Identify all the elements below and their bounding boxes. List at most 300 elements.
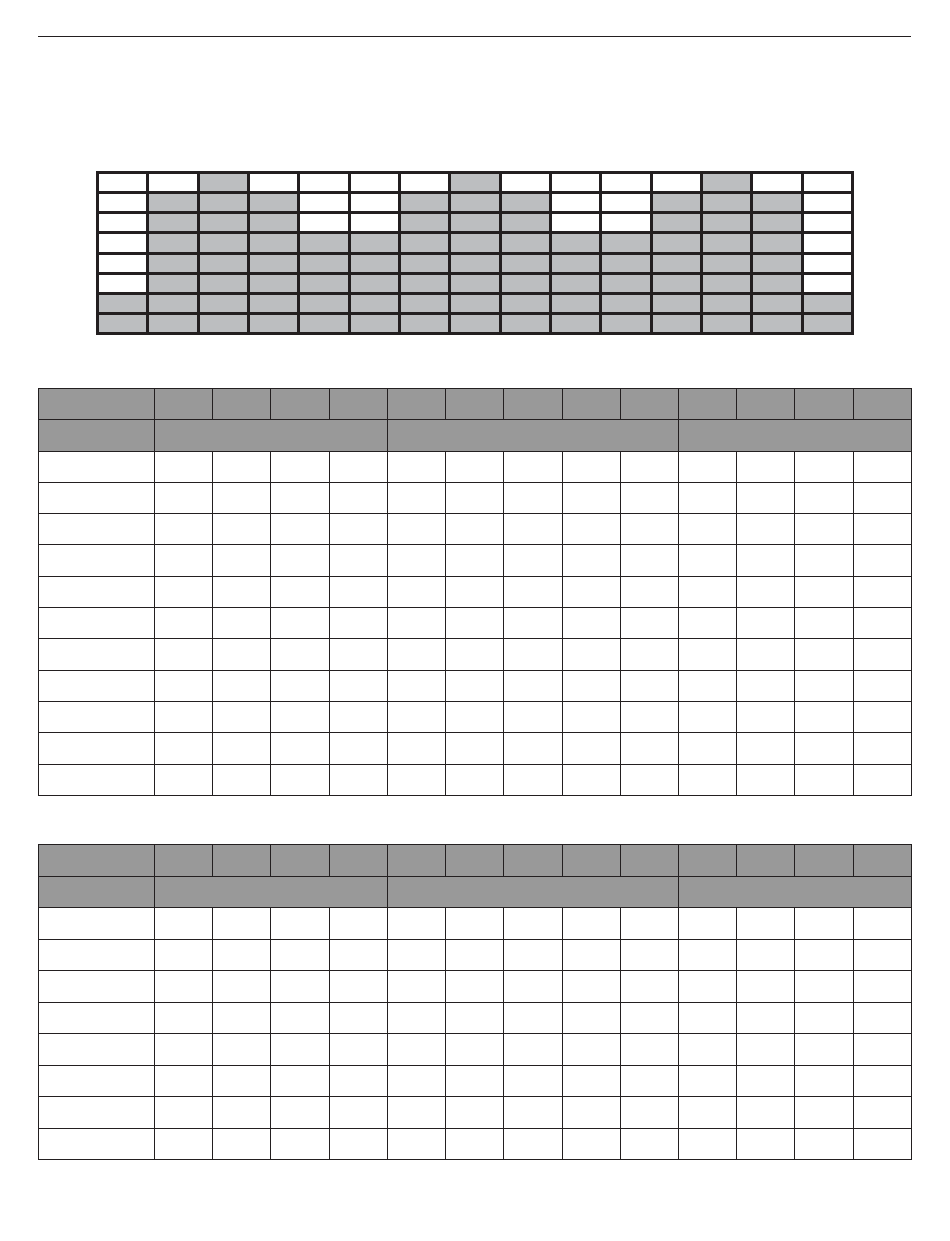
table-cell[interactable] <box>39 908 155 940</box>
table-cell[interactable] <box>271 733 329 764</box>
table-cell[interactable] <box>155 701 213 732</box>
table-cell[interactable] <box>387 1034 445 1066</box>
table-cell[interactable] <box>155 670 213 701</box>
shaded-cell <box>651 293 701 313</box>
table-cell[interactable] <box>795 514 853 545</box>
table-cell[interactable] <box>853 733 911 764</box>
table-cell[interactable] <box>39 1097 155 1129</box>
table-cell[interactable] <box>562 451 620 482</box>
table-cell[interactable] <box>853 545 911 576</box>
table-cell[interactable] <box>562 764 620 795</box>
table-cell[interactable] <box>39 545 155 576</box>
table-cell[interactable] <box>620 1128 678 1160</box>
group-row <box>39 420 912 451</box>
table-cell[interactable] <box>620 514 678 545</box>
table-cell[interactable] <box>446 971 504 1003</box>
table-cell[interactable] <box>213 639 271 670</box>
table-cell[interactable] <box>329 670 387 701</box>
table-cell[interactable] <box>39 701 155 732</box>
header-cell <box>562 389 620 420</box>
table-cell[interactable] <box>853 608 911 639</box>
table-cell[interactable] <box>271 545 329 576</box>
table-cell[interactable] <box>795 576 853 607</box>
table-cell[interactable] <box>678 608 736 639</box>
table-cell[interactable] <box>853 764 911 795</box>
table-cell[interactable] <box>329 451 387 482</box>
table-cell[interactable] <box>39 733 155 764</box>
table-cell[interactable] <box>155 451 213 482</box>
table-cell[interactable] <box>39 608 155 639</box>
table-cell[interactable] <box>853 1034 911 1066</box>
table-cell[interactable] <box>155 608 213 639</box>
table-cell[interactable] <box>620 733 678 764</box>
table-cell[interactable] <box>737 1034 795 1066</box>
table-cell[interactable] <box>155 514 213 545</box>
table-cell[interactable] <box>446 1128 504 1160</box>
blank-cell <box>399 173 449 193</box>
table-cell[interactable] <box>446 1034 504 1066</box>
table-cell[interactable] <box>387 701 445 732</box>
table-cell[interactable] <box>620 1097 678 1129</box>
table-cell[interactable] <box>562 608 620 639</box>
table-cell[interactable] <box>213 971 271 1003</box>
table-cell[interactable] <box>155 1097 213 1129</box>
table-cell[interactable] <box>620 764 678 795</box>
shaded-cell <box>299 273 349 293</box>
table-cell[interactable] <box>387 764 445 795</box>
table-cell[interactable] <box>213 1065 271 1097</box>
table-cell[interactable] <box>329 545 387 576</box>
table-cell[interactable] <box>678 1065 736 1097</box>
table-cell[interactable] <box>329 701 387 732</box>
table-cell[interactable] <box>562 545 620 576</box>
table-cell[interactable] <box>387 482 445 513</box>
shaded-cell <box>399 193 449 213</box>
table-cell[interactable] <box>39 514 155 545</box>
table-cell[interactable] <box>737 1065 795 1097</box>
table-cell[interactable] <box>504 733 562 764</box>
table-cell[interactable] <box>853 451 911 482</box>
header-row <box>39 845 912 877</box>
table-cell[interactable] <box>329 608 387 639</box>
table-cell[interactable] <box>213 939 271 971</box>
table-cell[interactable] <box>853 1002 911 1034</box>
table-cell[interactable] <box>678 1097 736 1129</box>
table-cell[interactable] <box>562 1002 620 1034</box>
table-cell[interactable] <box>737 1097 795 1129</box>
table-cell[interactable] <box>39 670 155 701</box>
table-cell[interactable] <box>737 639 795 670</box>
table-cell[interactable] <box>504 1065 562 1097</box>
shaded-cell <box>450 193 500 213</box>
table-cell[interactable] <box>795 701 853 732</box>
table-cell[interactable] <box>678 971 736 1003</box>
table-cell[interactable] <box>562 1065 620 1097</box>
table-cell[interactable] <box>213 1002 271 1034</box>
table-cell[interactable] <box>678 1002 736 1034</box>
table-cell[interactable] <box>446 939 504 971</box>
table-cell[interactable] <box>155 545 213 576</box>
shaded-cell <box>450 173 500 193</box>
shaded-cell <box>198 313 248 333</box>
table-cell[interactable] <box>155 939 213 971</box>
table-cell[interactable] <box>795 670 853 701</box>
table-cell[interactable] <box>39 576 155 607</box>
table-cell[interactable] <box>678 639 736 670</box>
table-cell[interactable] <box>562 514 620 545</box>
table-cell[interactable] <box>678 1128 736 1160</box>
table-cell[interactable] <box>39 482 155 513</box>
table-cell[interactable] <box>271 764 329 795</box>
shaded-cell <box>299 233 349 253</box>
table-cell[interactable] <box>678 1034 736 1066</box>
header-cell <box>155 389 213 420</box>
table-cell[interactable] <box>271 971 329 1003</box>
table-cell[interactable] <box>562 908 620 940</box>
table-cell[interactable] <box>39 971 155 1003</box>
table-cell[interactable] <box>446 514 504 545</box>
table-cell[interactable] <box>446 908 504 940</box>
table-cell[interactable] <box>329 1034 387 1066</box>
table-cell[interactable] <box>387 1002 445 1034</box>
table-cell[interactable] <box>737 514 795 545</box>
shaded-cell <box>450 253 500 273</box>
table-cell[interactable] <box>446 701 504 732</box>
table-cell[interactable] <box>213 1097 271 1129</box>
table-cell[interactable] <box>853 576 911 607</box>
table-cell[interactable] <box>737 670 795 701</box>
table-cell[interactable] <box>562 1097 620 1129</box>
table-cell[interactable] <box>504 482 562 513</box>
table-cell[interactable] <box>504 451 562 482</box>
table-cell[interactable] <box>620 939 678 971</box>
table-cell[interactable] <box>737 545 795 576</box>
table-cell[interactable] <box>213 482 271 513</box>
table-cell[interactable] <box>795 733 853 764</box>
shaded-cell <box>701 213 751 233</box>
table-cell[interactable] <box>213 576 271 607</box>
table-cell[interactable] <box>213 764 271 795</box>
table-cell[interactable] <box>387 733 445 764</box>
table-cell[interactable] <box>213 908 271 940</box>
table-cell[interactable] <box>155 1065 213 1097</box>
table-cell[interactable] <box>853 971 911 1003</box>
table-cell[interactable] <box>446 1097 504 1129</box>
table-cell[interactable] <box>504 908 562 940</box>
table-cell[interactable] <box>562 1128 620 1160</box>
table-cell[interactable] <box>504 576 562 607</box>
shaded-cell <box>601 313 651 333</box>
blank-cell <box>349 173 399 193</box>
table-cell[interactable] <box>271 908 329 940</box>
table-cell[interactable] <box>155 971 213 1003</box>
table-cell[interactable] <box>795 608 853 639</box>
table-cell[interactable] <box>795 545 853 576</box>
table-cell[interactable] <box>271 1128 329 1160</box>
table-cell[interactable] <box>387 451 445 482</box>
table-cell[interactable] <box>504 1128 562 1160</box>
table-cell[interactable] <box>39 939 155 971</box>
table-cell[interactable] <box>737 576 795 607</box>
blank-cell <box>802 193 852 213</box>
table-cell[interactable] <box>213 1034 271 1066</box>
table-cell[interactable] <box>387 670 445 701</box>
table-cell[interactable] <box>446 608 504 639</box>
table-cell[interactable] <box>737 733 795 764</box>
table-cell[interactable] <box>446 733 504 764</box>
table-cell[interactable] <box>620 1034 678 1066</box>
table-cell[interactable] <box>271 482 329 513</box>
table-cell[interactable] <box>213 670 271 701</box>
table-cell[interactable] <box>562 939 620 971</box>
table-cell[interactable] <box>446 451 504 482</box>
table-cell[interactable] <box>271 451 329 482</box>
group-cell <box>155 420 388 451</box>
table-cell[interactable] <box>678 514 736 545</box>
shaded-cell <box>500 313 550 333</box>
table-cell[interactable] <box>562 701 620 732</box>
table-cell[interactable] <box>678 701 736 732</box>
table-cell[interactable] <box>387 639 445 670</box>
table-cell[interactable] <box>271 1097 329 1129</box>
table-cell[interactable] <box>678 576 736 607</box>
table-cell[interactable] <box>737 1002 795 1034</box>
table-cell[interactable] <box>39 1128 155 1160</box>
table-cell[interactable] <box>620 1002 678 1034</box>
table-cell[interactable] <box>737 608 795 639</box>
table-cell[interactable] <box>678 939 736 971</box>
table-cell[interactable] <box>155 1002 213 1034</box>
table-cell[interactable] <box>446 482 504 513</box>
table-cell[interactable] <box>795 971 853 1003</box>
table-cell[interactable] <box>213 451 271 482</box>
table-cell[interactable] <box>853 1097 911 1129</box>
table-cell[interactable] <box>620 670 678 701</box>
table-cell[interactable] <box>329 939 387 971</box>
table-cell[interactable] <box>795 1097 853 1129</box>
table-cell[interactable] <box>562 971 620 1003</box>
shaded-grid-row <box>98 293 853 313</box>
table-cell[interactable] <box>271 1002 329 1034</box>
data-table-1 <box>38 388 912 796</box>
table-cell[interactable] <box>795 1034 853 1066</box>
table-cell[interactable] <box>155 1128 213 1160</box>
table-cell[interactable] <box>562 576 620 607</box>
table-cell[interactable] <box>387 1128 445 1160</box>
table-cell[interactable] <box>387 608 445 639</box>
table-cell[interactable] <box>620 639 678 670</box>
table-cell[interactable] <box>387 971 445 1003</box>
table-cell[interactable] <box>853 514 911 545</box>
table-cell[interactable] <box>39 639 155 670</box>
table-cell[interactable] <box>795 1128 853 1160</box>
table-cell[interactable] <box>271 1065 329 1097</box>
table-cell[interactable] <box>562 733 620 764</box>
table-cell[interactable] <box>620 701 678 732</box>
table-cell[interactable] <box>504 1034 562 1066</box>
table-cell[interactable] <box>853 908 911 940</box>
table-cell[interactable] <box>562 670 620 701</box>
table-cell[interactable] <box>795 451 853 482</box>
table-cell[interactable] <box>271 576 329 607</box>
header-cell <box>446 389 504 420</box>
table-cell[interactable] <box>271 639 329 670</box>
table-cell[interactable] <box>504 939 562 971</box>
table-cell[interactable] <box>678 545 736 576</box>
table-cell[interactable] <box>329 576 387 607</box>
shaded-cell <box>500 193 550 213</box>
table-cell[interactable] <box>737 971 795 1003</box>
table-cell[interactable] <box>329 1065 387 1097</box>
table-cell[interactable] <box>795 908 853 940</box>
table-cell[interactable] <box>795 1002 853 1034</box>
table-cell[interactable] <box>795 1065 853 1097</box>
table-cell[interactable] <box>329 639 387 670</box>
table-cell[interactable] <box>620 1065 678 1097</box>
table-cell[interactable] <box>329 1097 387 1129</box>
shaded-cell <box>399 293 449 313</box>
table-cell[interactable] <box>853 482 911 513</box>
table-cell[interactable] <box>795 482 853 513</box>
table-cell[interactable] <box>155 482 213 513</box>
table-cell[interactable] <box>155 733 213 764</box>
table-cell[interactable] <box>678 482 736 513</box>
group-cell <box>39 420 155 451</box>
table-cell[interactable] <box>387 545 445 576</box>
table-cell[interactable] <box>853 670 911 701</box>
table-cell[interactable] <box>271 1034 329 1066</box>
table-cell[interactable] <box>853 1128 911 1160</box>
table-cell[interactable] <box>329 908 387 940</box>
table-cell[interactable] <box>271 701 329 732</box>
table-cell[interactable] <box>853 701 911 732</box>
blank-cell <box>802 213 852 233</box>
table-cell[interactable] <box>271 939 329 971</box>
table-cell[interactable] <box>504 670 562 701</box>
table-cell[interactable] <box>329 764 387 795</box>
table-cell[interactable] <box>678 451 736 482</box>
table-cell[interactable] <box>620 482 678 513</box>
table-cell[interactable] <box>853 639 911 670</box>
table-cell[interactable] <box>446 639 504 670</box>
shaded-cell <box>299 293 349 313</box>
table-cell[interactable] <box>737 482 795 513</box>
table-cell[interactable] <box>504 764 562 795</box>
table-cell[interactable] <box>795 939 853 971</box>
table-cell[interactable] <box>387 576 445 607</box>
table-cell[interactable] <box>213 514 271 545</box>
table-cell[interactable] <box>504 514 562 545</box>
table-cell[interactable] <box>620 971 678 1003</box>
table-cell[interactable] <box>213 701 271 732</box>
table-cell[interactable] <box>387 908 445 940</box>
table-cell[interactable] <box>39 451 155 482</box>
table-cell[interactable] <box>678 733 736 764</box>
table-cell[interactable] <box>446 764 504 795</box>
table-cell[interactable] <box>155 1034 213 1066</box>
table-cell[interactable] <box>329 482 387 513</box>
table-cell[interactable] <box>446 545 504 576</box>
table-cell[interactable] <box>504 639 562 670</box>
table-cell[interactable] <box>562 639 620 670</box>
table-cell[interactable] <box>504 971 562 1003</box>
table-cell[interactable] <box>213 545 271 576</box>
table-cell[interactable] <box>562 482 620 513</box>
table-cell[interactable] <box>155 908 213 940</box>
table-cell[interactable] <box>39 764 155 795</box>
table-cell[interactable] <box>504 1097 562 1129</box>
table-cell[interactable] <box>39 1065 155 1097</box>
table-cell[interactable] <box>446 576 504 607</box>
table-cell[interactable] <box>620 545 678 576</box>
table-cell[interactable] <box>446 1002 504 1034</box>
table-cell[interactable] <box>737 939 795 971</box>
table-cell[interactable] <box>329 971 387 1003</box>
table-cell[interactable] <box>271 608 329 639</box>
table-cell[interactable] <box>737 451 795 482</box>
table-cell[interactable] <box>329 733 387 764</box>
table-cell[interactable] <box>271 670 329 701</box>
table-cell[interactable] <box>504 1002 562 1034</box>
table-cell[interactable] <box>39 1034 155 1066</box>
blank-cell <box>802 273 852 293</box>
table-row <box>39 576 912 607</box>
table-cell[interactable] <box>620 608 678 639</box>
table-cell[interactable] <box>795 639 853 670</box>
table-cell[interactable] <box>620 451 678 482</box>
shaded-cell <box>98 293 148 313</box>
table-cell[interactable] <box>737 1128 795 1160</box>
table-cell[interactable] <box>155 764 213 795</box>
table-cell[interactable] <box>620 908 678 940</box>
table-cell[interactable] <box>329 514 387 545</box>
blank-cell <box>651 173 701 193</box>
table-cell[interactable] <box>504 701 562 732</box>
table-cell[interactable] <box>504 545 562 576</box>
table-cell[interactable] <box>213 733 271 764</box>
table-cell[interactable] <box>678 764 736 795</box>
table-cell[interactable] <box>737 764 795 795</box>
table-cell[interactable] <box>853 939 911 971</box>
table-cell[interactable] <box>446 1065 504 1097</box>
table-cell[interactable] <box>737 701 795 732</box>
table-cell[interactable] <box>737 908 795 940</box>
table-cell[interactable] <box>39 1002 155 1034</box>
table-cell[interactable] <box>446 670 504 701</box>
table-cell[interactable] <box>329 1002 387 1034</box>
group-row <box>39 876 912 908</box>
table-cell[interactable] <box>504 608 562 639</box>
table-cell[interactable] <box>562 1034 620 1066</box>
table-cell[interactable] <box>329 1128 387 1160</box>
table-cell[interactable] <box>387 1065 445 1097</box>
table-cell[interactable] <box>271 514 329 545</box>
table-cell[interactable] <box>387 1097 445 1129</box>
table-cell[interactable] <box>620 576 678 607</box>
table-cell[interactable] <box>387 939 445 971</box>
table-cell[interactable] <box>155 639 213 670</box>
table-cell[interactable] <box>155 576 213 607</box>
table-cell[interactable] <box>795 764 853 795</box>
shaded-cell <box>701 273 751 293</box>
table-cell[interactable] <box>213 608 271 639</box>
table-cell[interactable] <box>678 670 736 701</box>
table-cell[interactable] <box>853 1065 911 1097</box>
table-cell[interactable] <box>387 514 445 545</box>
table-cell[interactable] <box>213 1128 271 1160</box>
blank-cell <box>500 173 550 193</box>
table-cell[interactable] <box>678 908 736 940</box>
